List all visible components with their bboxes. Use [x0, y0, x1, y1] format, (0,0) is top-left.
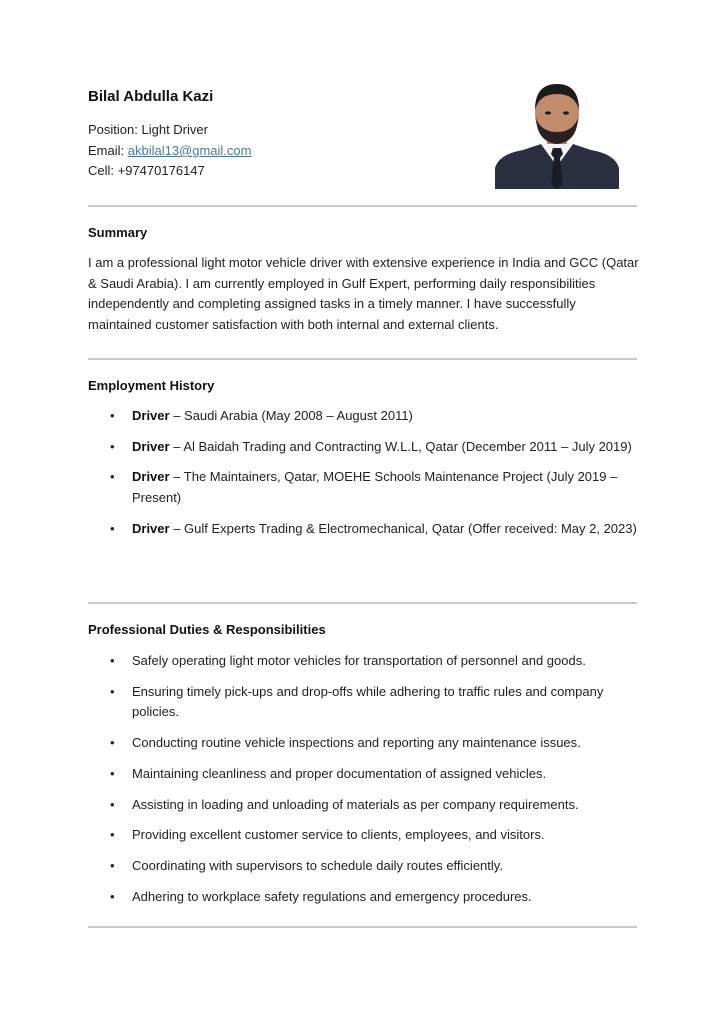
bullet-icon: •	[110, 653, 115, 668]
bullet-icon: •	[110, 520, 115, 536]
profile-photo	[495, 80, 619, 189]
divider	[88, 602, 637, 604]
job-role: Driver	[132, 408, 170, 423]
divider	[88, 358, 637, 360]
bullet-icon: •	[110, 438, 115, 454]
job-role: Driver	[132, 469, 170, 485]
duty-text: Ensuring timely pick-ups and drop-offs while adhering to traffic rules and company policies.	[132, 683, 604, 720]
duty-text: Coordinating with supervisors to schedule daily routes efficiently.	[132, 857, 503, 873]
position-label: Position:	[88, 122, 142, 137]
bullet-icon: •	[110, 408, 115, 423]
list-item	[88, 467, 637, 508]
cell-value: +97470176147	[117, 163, 205, 178]
list-item	[88, 437, 637, 458]
list-item	[88, 406, 637, 427]
bullet-icon: •	[110, 857, 115, 873]
summary-heading: Summary	[88, 225, 148, 240]
list-item	[88, 651, 637, 672]
list-item	[88, 795, 637, 816]
duties-heading: Professional Duties & Responsibilities	[88, 622, 326, 637]
bullet-icon: •	[110, 796, 115, 812]
job-detail: – Saudi Arabia (May 2008 – August 2011)	[169, 408, 413, 423]
divider	[88, 926, 637, 928]
list-item	[88, 856, 637, 877]
job-detail: – Gulf Experts Trading & Electromechanical, Qatar (Offer received: May 2, 2023)	[169, 520, 637, 536]
employment-list	[88, 406, 637, 540]
duties-list	[88, 651, 637, 907]
job-detail: – Al Baidah Trading and Contracting W.L.L, Qatar (December 2011 – July 2019)	[169, 438, 632, 454]
email-label: Email:	[88, 143, 128, 158]
bullet-icon: •	[110, 735, 115, 751]
cell-line	[88, 163, 205, 178]
cell-label: Cell:	[88, 163, 118, 178]
position-line	[88, 122, 208, 137]
bullet-icon: •	[110, 683, 115, 699]
position-value: Light Driver	[141, 122, 208, 137]
job-detail: – The Maintainers, Qatar, MOEHE Schools Maintenance Project (July 2019 – Present)	[132, 469, 618, 506]
email-link[interactable]: akbilal13@gmail.com	[127, 143, 252, 158]
duty-text: Adhering to workplace safety regulations and emergency procedures.	[132, 888, 532, 904]
bullet-icon: •	[110, 888, 115, 904]
list-item	[88, 764, 637, 785]
list-item	[88, 519, 637, 540]
duty-text: Safely operating light motor vehicles for transportation of personnel and goods.	[132, 653, 586, 668]
bullet-icon: •	[110, 469, 115, 485]
list-item	[88, 682, 637, 723]
list-item	[88, 733, 637, 754]
summary-text: I am a professional light motor vehicle driver with extensive experience in India and GCC (Qatar & Saudi Arabia). I am currently employed in Gulf Expert, performing daily responsibilities independently and completing assigned tasks in a timely manner. I have successfully maintained customer satisfaction with both internal and external clients.	[88, 255, 639, 333]
employment-heading: Employment History	[88, 378, 215, 393]
bullet-icon: •	[110, 827, 115, 843]
job-role: Driver	[132, 438, 170, 454]
email-line	[88, 143, 251, 158]
duty-text: Conducting routine vehicle inspections and reporting any maintenance issues.	[132, 735, 581, 751]
list-item	[88, 825, 637, 846]
duty-text: Assisting in loading and unloading of materials as per company requirements.	[132, 796, 579, 812]
candidate-name: Bilal Abdulla Kazi	[88, 88, 214, 105]
job-role: Driver	[132, 520, 170, 536]
list-item	[88, 887, 637, 908]
duty-text: Maintaining cleanliness and proper documentation of assigned vehicles.	[132, 765, 547, 781]
bullet-icon: •	[110, 765, 115, 781]
duty-text: Providing excellent customer service to clients, employees, and visitors.	[132, 827, 545, 843]
divider	[88, 205, 637, 207]
